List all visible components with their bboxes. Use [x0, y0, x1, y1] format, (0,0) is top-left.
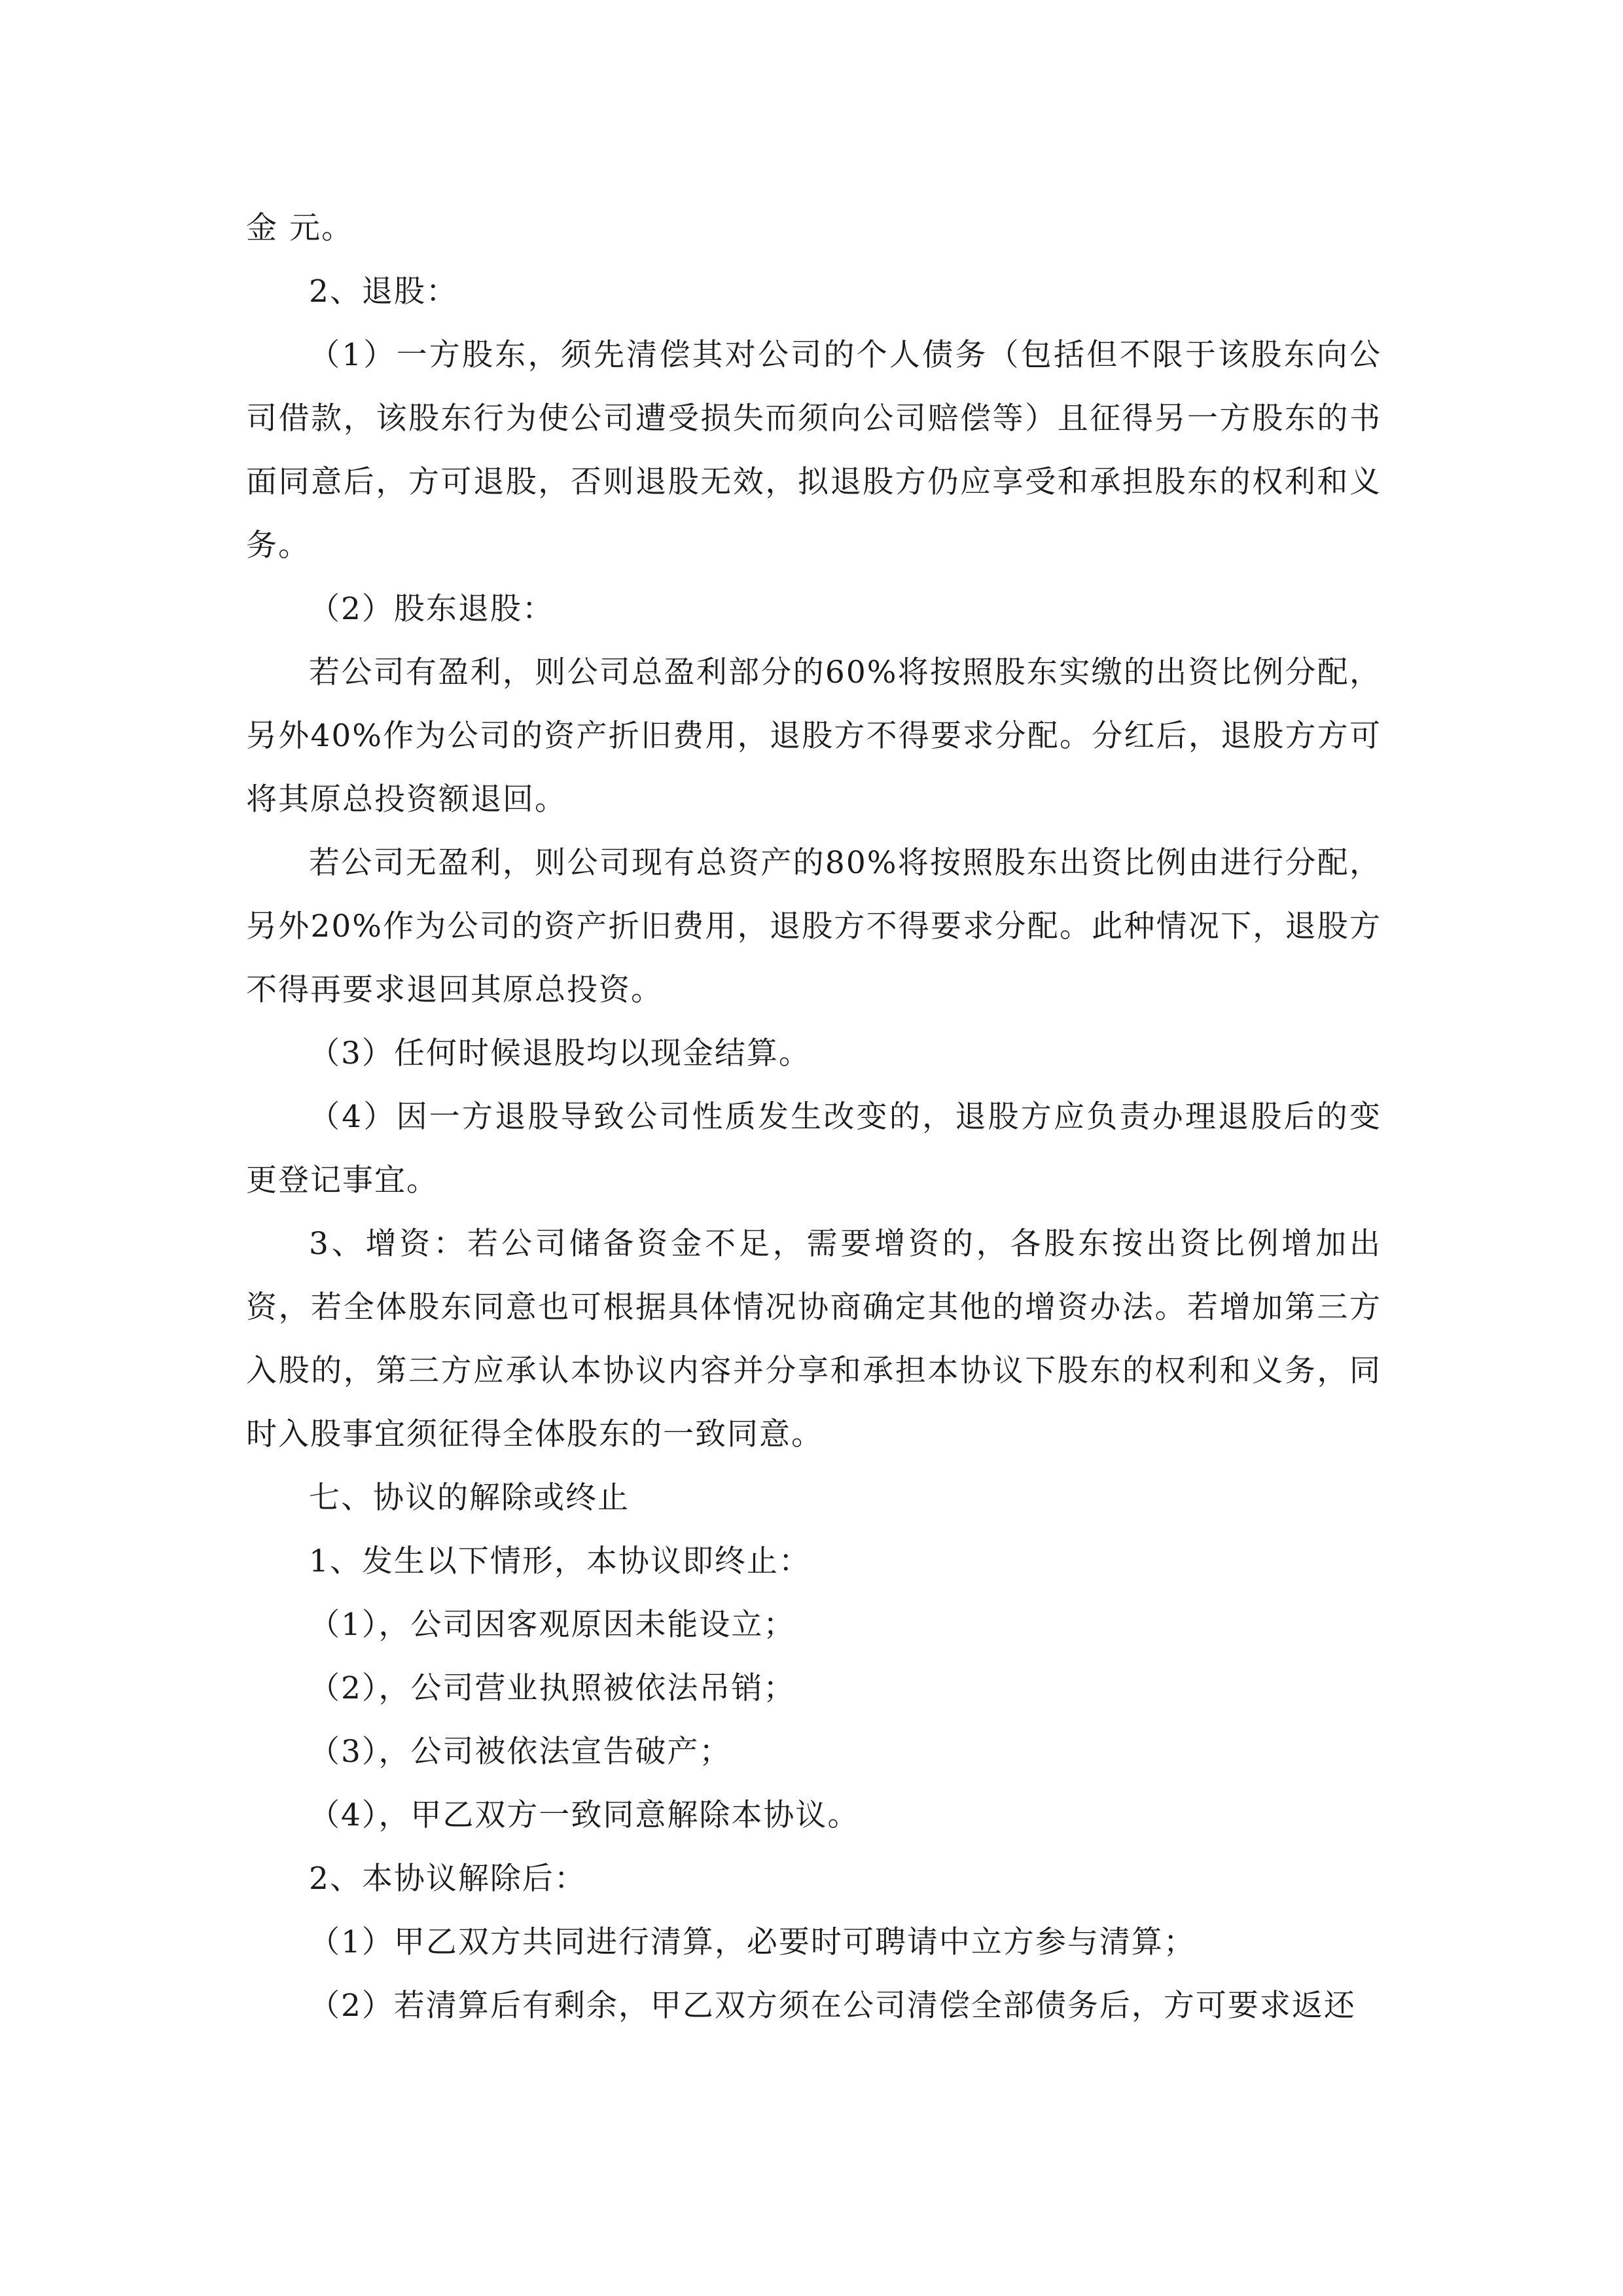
- paragraph: （4）因一方退股导致公司性质发生改变的，退股方应负责办理退股后的变更登记事宜。: [246, 1099, 1382, 1198]
- list-item: （2），公司营业执照被依法吊销；: [309, 1670, 796, 1706]
- paragraph: （3）任何时候退股均以现金结算。: [309, 1035, 811, 1071]
- section-heading: 2、退股：: [309, 274, 458, 310]
- section-heading: 2、本协议解除后：: [309, 1861, 586, 1897]
- list-item: （3），公司被依法宣告破产；: [309, 1734, 732, 1770]
- chapter-heading: 七、协议的解除或终止: [309, 1480, 630, 1516]
- list-item: （2）若清算后有剩余，甲乙双方须在公司清偿全部债务后，方可要求返还: [309, 1988, 1356, 2024]
- paragraph: （1）一方股东，须先清偿其对公司的个人债务（包括但不限于该股东向公司借款，该股东行为使公司遭受损失而须向公司赔偿等）且征得另一方股东的书面同意后，方可退股，否则退股无效，拟退股方仍应享受和承担股东的权利和义务。: [246, 337, 1382, 564]
- paragraph: 若公司无盈利，则公司现有总资产的80%将按照股东出资比例由进行分配，另外20%作为公司的资产折旧费用，退股方不得要求分配。此种情况下，退股方不得再要求退回其原总投资。: [246, 845, 1382, 1008]
- paragraph: 金 元。: [246, 210, 353, 246]
- subsection-heading: （2）股东退股：: [309, 591, 554, 627]
- paragraph: 3、增资：若公司储备资金不足，需要增资的，各股东按出资比例增加出资，若全体股东同意也可根据具体情况协商确定其他的增资办法。若增加第三方入股的，第三方应承认本协议内容并分享和承担本协议下股东的权利和义务，同时入股事宜须征得全体股东的一致同意。: [246, 1226, 1382, 1452]
- list-item: （4），甲乙双方一致同意解除本协议。: [309, 1797, 860, 1833]
- list-item: （1），公司因客观原因未能设立；: [309, 1607, 796, 1643]
- section-heading: 1、发生以下情形，本协议即终止：: [309, 1543, 811, 1579]
- document-body: [246, 196, 1382, 2037]
- paragraph: 若公司有盈利，则公司总盈利部分的60%将按照股东实缴的出资比例分配，另外40%作为公司的资产折旧费用，退股方不得要求分配。分红后，退股方方可将其原总投资额退回。: [246, 655, 1382, 817]
- list-item: （1）甲乙双方共同进行清算，必要时可聘请中立方参与清算；: [309, 1924, 1196, 1960]
